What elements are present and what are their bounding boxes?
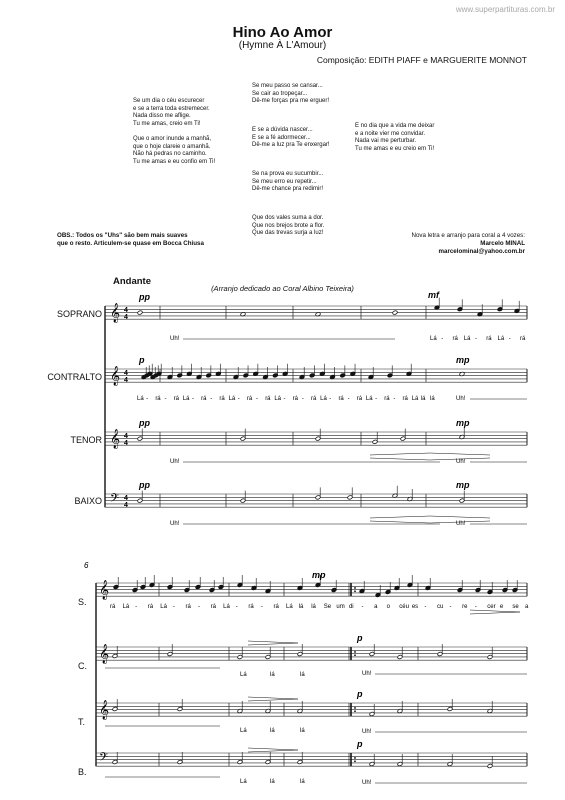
lyric-syllable: - [235, 604, 238, 610]
note [392, 310, 398, 315]
dynamic-mp: mp [456, 418, 470, 428]
lyric-syllable: lá [298, 604, 304, 610]
dynamic-pp: pp [139, 418, 150, 428]
lyric-syllable: rá [246, 396, 253, 402]
lyric-syllable: - [283, 396, 286, 402]
lyric-syllable: - [172, 604, 175, 610]
lyric-syllable: - [135, 604, 138, 610]
lyric-syllable: Lá [365, 396, 373, 402]
lyric-syllable: Lá [411, 396, 419, 402]
lyric-syllable: re [462, 604, 468, 610]
lyric-syllable: - [198, 604, 201, 610]
lyric-syllable: - [474, 604, 477, 610]
dynamic-p: p [139, 355, 145, 365]
repeat-dot [354, 590, 356, 592]
time-signature-denominator: 4 [124, 502, 128, 509]
lyric-syllable: rá [384, 396, 390, 402]
lyric-syllable: rá [185, 604, 191, 610]
treble-clef-icon: 𝄞 [110, 429, 121, 448]
lyric-syllable: um [336, 604, 345, 610]
lyric-syllable: Lá [223, 604, 230, 610]
lyric-syllable: Lá [160, 604, 167, 610]
lyric-syllable: - [475, 336, 477, 342]
lyric-syllable: - [508, 336, 511, 342]
dynamic-pp: pp [139, 480, 150, 490]
treble-clef-icon: 𝄞 [99, 644, 110, 663]
lyric-syllable: rá [265, 396, 271, 402]
lyrics-column-2a: Se meu passo se cansar... Se cair ao tropeçar... Dê-me forças pra me erguer! [252, 83, 330, 105]
lyric-syllable: lá [311, 604, 316, 610]
lyric-syllable: - [347, 396, 350, 402]
lyric-syllable: - [449, 604, 452, 610]
lyric-syllable: - [210, 396, 213, 402]
lyric-syllable: a [374, 604, 378, 610]
lyric-syllable: Lá [240, 728, 247, 734]
dynamic-pp: pp [139, 292, 150, 302]
lyric-syllable: Lá [320, 396, 327, 402]
lyrics-column-2b: E se a dúvida nascer... E se a fé adormecer... Dê-me a luz pra Te enxergar! [252, 127, 330, 149]
credits-line: Nova letra e arranjo para coral a 4 vozes: [411, 232, 525, 239]
lyric-syllable: o [386, 604, 391, 610]
dedication: (Arranjo dedicado ao Coral Albino Teixeira) [211, 284, 354, 293]
hairpin [248, 697, 298, 701]
lyric-syllable: Uh! [170, 459, 180, 465]
lyrics-column-1: Se um dia o céu escurecer e se a terra toda estremecer. Nada disso me aflige. Tu me amas, creio em Ti! Que o amor inunde a manhã, que o hoje clareie o amanhã. Não há pedras no caminho. Tu me amas e eu confio em Ti! [133, 98, 216, 165]
arranger-name: Marcelo MINAL [480, 240, 525, 247]
lyric-syllable: lá [300, 672, 305, 678]
lyric-syllable: rá [147, 604, 154, 610]
hairpin [370, 516, 490, 518]
repeat-dot [354, 757, 356, 759]
lyric-syllable: rá [486, 336, 492, 342]
lyric-syllable: Lá [228, 396, 236, 402]
lyric-syllable: rá [402, 396, 408, 402]
dynamic-mf: mf [428, 290, 439, 300]
voice-short-tenor: T. [78, 717, 86, 727]
time-signature-denominator: 4 [124, 314, 128, 321]
time-signature-denominator: 4 [124, 377, 128, 384]
treble-clef-icon: 𝄞 [110, 303, 121, 322]
hairpin [370, 521, 490, 523]
lyric-syllable: rá [248, 604, 254, 610]
repeat-dot [354, 760, 356, 762]
lyric-syllable: Uh! [456, 459, 466, 465]
lyric-syllable: Uh! [170, 336, 180, 342]
hairpin [248, 641, 298, 645]
lyric-syllable: Uh! [362, 780, 372, 786]
dynamic-mp: mp [456, 355, 470, 365]
bass-clef-icon: 𝄢 [99, 750, 109, 766]
tempo-marking: Andante [113, 276, 151, 287]
dynamic-mp: mp [456, 480, 470, 490]
repeat-dot [354, 651, 356, 653]
lyric-syllable: Lá [430, 336, 437, 342]
repeat-dot [354, 654, 356, 656]
lyric-syllable: rá [356, 396, 363, 402]
hairpin [470, 610, 520, 614]
lyric-syllable: Uh! [170, 521, 180, 527]
lyric-syllable: - [393, 396, 396, 402]
treble-clef-icon: 𝄞 [99, 700, 110, 719]
voice-short-contralto: C. [78, 661, 87, 671]
watermark: www.superpartituras.com.br [455, 5, 555, 14]
time-signature-numerator: 4 [124, 433, 128, 440]
note [137, 310, 143, 315]
lyrics-column-3: E no dia que a vida me deixar e a noite vier me convidar. Nada vai me perturbar. Tu me amas e eu creio em Ti! [355, 123, 435, 152]
voice-label-tenor: TENOR [70, 435, 102, 445]
time-signature-denominator: 4 [124, 440, 128, 447]
lyric-syllable: - [424, 604, 427, 610]
hairpin [248, 748, 298, 752]
lyric-syllable: lá [270, 728, 275, 734]
lyric-syllable: - [191, 396, 194, 402]
dynamic-p: p [357, 739, 363, 749]
arranger-email: marcelominal@yahoo.com.br [438, 248, 525, 255]
voice-short-soprano: S. [78, 597, 87, 607]
measure-number: 6 [84, 561, 89, 570]
lyric-syllable: es [411, 604, 419, 610]
time-signature-numerator: 4 [124, 495, 128, 502]
dynamic-p: p [357, 689, 363, 699]
lyric-syllable: Lá [274, 396, 282, 402]
lyric-syllable: - [260, 604, 263, 610]
lyric-syllable: rá [452, 336, 458, 342]
hairpin [370, 453, 490, 455]
lyric-syllable: rá [219, 396, 225, 402]
voice-label-soprano: SOPRANO [56, 309, 102, 319]
treble-clef-icon: 𝄞 [110, 366, 121, 385]
lyric-syllable: rá [310, 396, 317, 402]
lyric-syllable: lá [270, 779, 275, 785]
lyric-syllable: a [525, 604, 529, 610]
lyric-syllable: Lá [137, 396, 144, 402]
lyric-syllable: rá [173, 396, 179, 402]
lyric-syllable: rá [520, 336, 526, 342]
lyric-syllable: Lá [463, 336, 471, 342]
lyric-syllable: - [256, 396, 259, 402]
lyric-syllable: cer [487, 604, 496, 610]
lyric-syllable: rá [155, 396, 161, 402]
lyric-syllable: - [329, 396, 332, 402]
lyric-syllable: Lá [182, 396, 190, 402]
lyric-syllable: lá [300, 779, 305, 785]
lyric-syllable: Uh! [456, 521, 466, 527]
treble-clef-icon: 𝄞 [99, 580, 110, 599]
time-signature-numerator: 4 [124, 370, 128, 377]
lyrics-column-2d: Que dos vales suma a dor. Que nos brejos brote a flor. Que das trevas surja a luz! [252, 215, 325, 237]
lyric-syllable: se [512, 604, 519, 610]
lyric-syllable: Lá [122, 604, 130, 610]
lyric-syllable: - [237, 396, 240, 402]
repeat-dot [354, 707, 356, 709]
lyric-syllable: lá [270, 672, 275, 678]
composer-credit: Composição: EDITH PIAFF e MARGUERITE MONNOT [316, 55, 527, 65]
lyric-syllable: - [361, 604, 364, 610]
lyric-syllable: Uh! [362, 729, 372, 735]
lyric-syllable: rá [292, 396, 298, 402]
lyric-syllable: di [348, 604, 354, 610]
lyric-syllable: Se [323, 604, 332, 610]
lyric-syllable: rá [273, 604, 279, 610]
repeat-dot [354, 710, 356, 712]
lyric-syllable: Lá [286, 604, 293, 610]
lyric-syllable: céu [399, 604, 409, 610]
time-signature-numerator: 4 [124, 307, 128, 314]
lyric-syllable: rá [201, 396, 207, 402]
lyric-syllable: lá [430, 396, 435, 402]
lyric-syllable: rá [210, 604, 216, 610]
lyric-syllable: - [301, 396, 304, 402]
dynamic-p: p [357, 633, 363, 643]
voice-short-baixo: B. [78, 767, 87, 777]
lyric-syllable: cu [436, 604, 444, 610]
voice-label-contralto: CONTRALTO [47, 372, 102, 382]
lyric-syllable: Uh! [456, 396, 466, 402]
song-title: Hino Ao Amor [232, 24, 333, 41]
lyric-syllable: lá [420, 396, 426, 402]
lyrics-column-2c: Se na prova eu sucumbir... Se meu erro eu repetir... Dê-me chance pra redimir! [252, 171, 324, 193]
lyric-syllable: rá [338, 396, 344, 402]
repeat-dot [354, 587, 356, 589]
voice-label-baixo: BAIXO [74, 496, 102, 506]
lyric-syllable: - [164, 396, 167, 402]
lyric-syllable: Lá [240, 779, 247, 785]
bass-clef-icon: 𝄢 [110, 491, 120, 507]
lyric-syllable: lá [300, 728, 305, 734]
lyric-syllable: e [499, 604, 504, 610]
lyric-syllable: Uh! [362, 671, 372, 677]
lyric-syllable: - [441, 336, 444, 342]
lyric-syllable: rá [110, 604, 116, 610]
lyric-syllable: Lá [240, 672, 247, 678]
lyric-syllable: Lá [497, 336, 505, 342]
lyric-syllable: - [375, 396, 378, 402]
dynamic-mp: mp [312, 570, 326, 580]
performance-note: OBS.: Todos os "Uhs" são bem mais suaves que o resto. Articulem-se quase em Bocca Chiusa [57, 232, 204, 247]
song-subtitle: (Hymne À L'Amour) [238, 40, 327, 51]
lyric-syllable: - [146, 396, 149, 402]
hairpin [370, 458, 490, 460]
